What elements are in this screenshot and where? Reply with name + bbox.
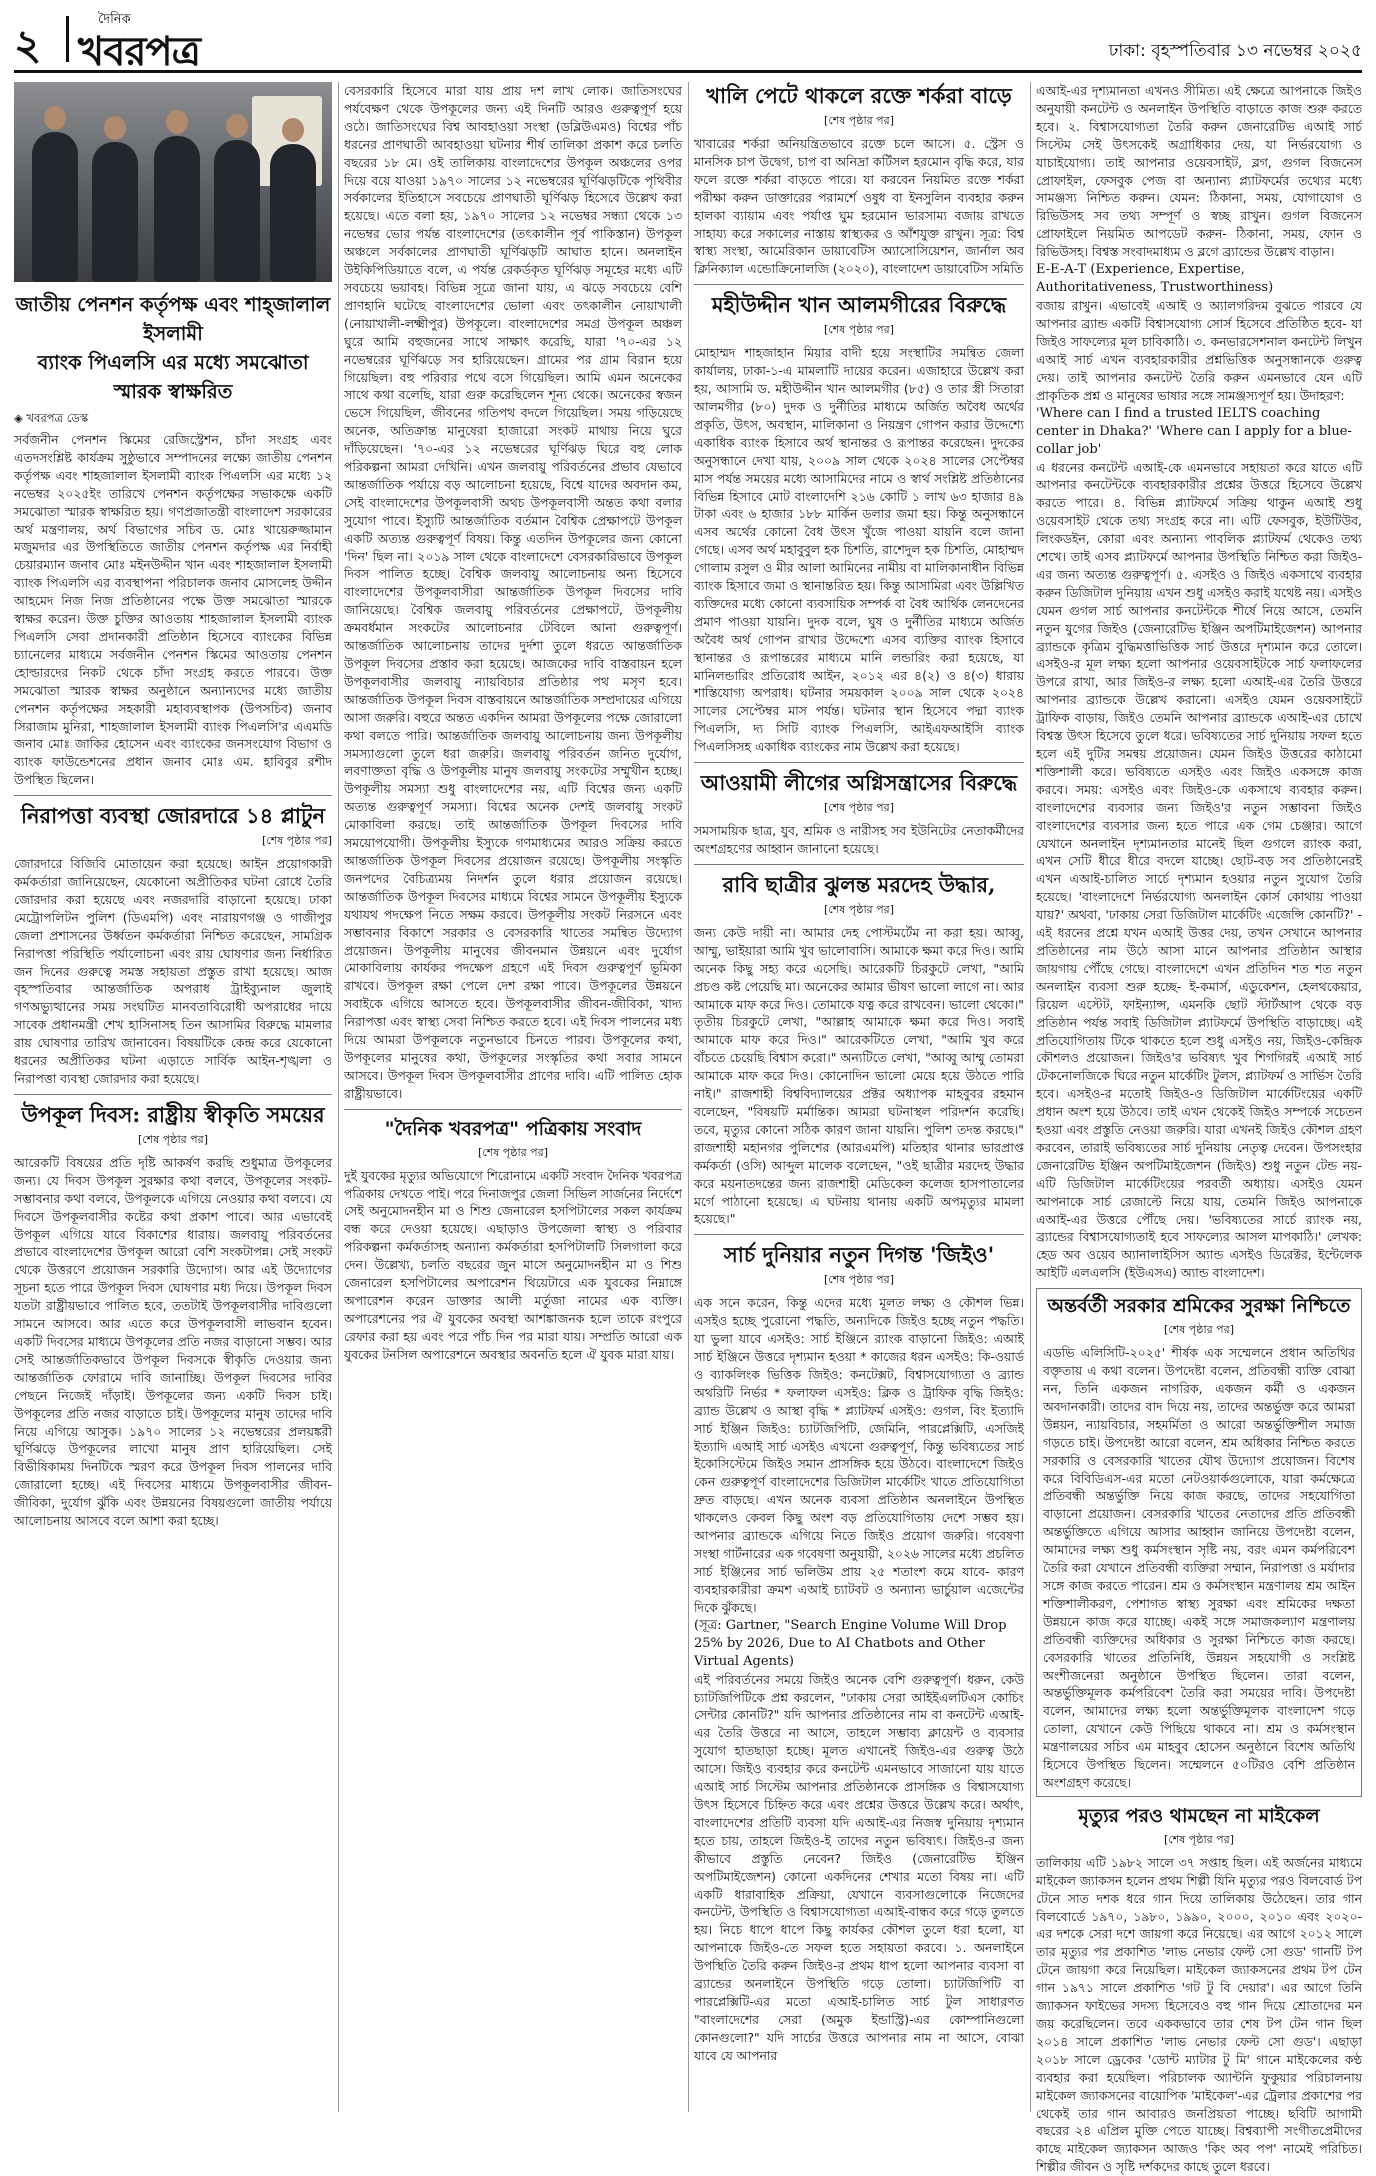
continued-label: [শেষ পৃষ্ঠার পর]	[823, 323, 894, 337]
continued-label: [শেষ পৃষ্ঠার পর]	[823, 1273, 894, 1287]
article-body: জোরদারে বিজিবি মোতায়েন করা হয়েছে। আইন প্রয়োগকারী কর্মকর্তারা জানিয়েছেন, যেকোনো অপ্রীতিকর ঘটনা রোধে তৈরি জোরদার করা হয়েছে এবং নজরদারি বাড়ানো হয়েছে। ঢাকা মেট্রোপলিটন পুলিশ (ডিএমপি) এবং নারায়ণগঞ্জ ও গাজীপুর জেলা প্রশাসনের উর্ধ্বতন কর্মকর্তারা নিশ্চিত করেছেন, সামগ্রিক নিরাপত্তা পরিস্থিতি পর্যালোচনা এবং রায় ঘোষণার জন্য নির্ধারিত জন দিনের গুরুত্বে সমস্ত সহায়তা প্রস্তুত রাখা হয়েছে। আজ বৃহস্পতিবার আন্তর্জাতিক অপরাধ ট্রাইব্যুনাল জুলাই গণঅভ্যুত্থানের সময় সংঘটিত মানবতাবিরোধী অপরাধের দায়ে সাবেক প্রধানমন্ত্রী শেখ হাসিনাসহ তিন আসামির বিরুদ্ধে মামলার রায় ঘোষণার তারিখ জানাবেন। বিষয়টিকে কেন্দ্র করে যেকোনো ধরনের অপ্রীতিকর ঘটনা এড়াতে সার্বিক আইন-শৃঙ্খলা ও নিরাপত্তা ব্যবস্থা জোরদার করা হয়েছে।	[14, 856, 332, 1086]
paper-subtitle: দৈনিক	[98, 12, 131, 27]
column-rule	[1030, 82, 1031, 2112]
article-body: খাবারের শর্করা অনিয়ন্ত্রিতভাবে রক্তে চলে আসে। ৫. স্ট্রেস ও মানসিক চাপ উদ্বেগ, চাপ বা অনিদ্রা কর্টিসল হরমোন বৃদ্ধি করে, যার ফলে রক্তে শর্করা বাড়তে পারে। যা করবেন নিয়মিত রক্তে শর্করা পরীক্ষা করুন ডাক্তারের পরামর্শে ওষুধ বা ইনসুলিন ব্যবহার করুন হালকা ব্যায়াম এবং পর্যাপ্ত ঘুম হরমোন ভারসাম্য বজায় রাখতে সাহায্য করে সকালের নাস্তায় স্বাস্থ্যকর ও আঁশযুক্ত রাখুন। সূত্র: বিশ্ব স্বাস্থ্য সংস্থা, আমেরিকান ডায়াবেটিস অ্যাসোসিয়েশন, জার্নাল অব ক্লিনিক্যাল এন্ডোক্রিনোলজি (২০২০), বাংলাদেশ ডায়াবেটিস সমিতি	[694, 136, 1024, 277]
continued-label: [শেষ পৃষ্ঠার পর]	[261, 834, 332, 848]
column-2	[344, 82, 682, 1364]
article-body: আরেকটি বিষয়ের প্রতি দৃষ্টি আকর্ষণ করছি শুধুমাত্র উপকূলের জন্য। যে দিবস উপকূল সুরক্ষার কথা বলবে, উপকূলের সংকট-সম্ভাবনার কথা বলবে, উপকূলকে এগিয়ে নেওয়ার কথা বলবে। যে দিবসে উপকূলবাসীর কষ্টের কথা প্রকাশ পাবে। আর এভাবেই উপকূল এগিয়ে যাবে বিকাশের ধারায়। জলবায়ু পরিবর্তনের প্রভাবে বাংলাদেশের উপকূল আরো বেশি সংকটাপন্ন। সেই সংকট থেকে উত্তরণে প্রয়োজন সরকারি উদ্যোগ। আর এই উদ্যোগের সূচনা হতে পারে উপকূল দিবস ঘোষণার মধ্য দিয়ে। উপকূল দিবস যতটা রাষ্ট্রীয়ভাবে পালিত হবে, ততটাই উপকূলবাসীর দাবিগুলো সামনে আসবে। আর এতে করে উপকূলবাসী লাভবান হবেন। একটি দিবসের মাধ্যমে উপকূলের প্রতি নজর বাড়ানো সম্ভব। আর সেই আন্তর্জাতিকভাবে উপকূল দিবসকে স্বীকৃতি দেওয়ার জন্য আন্তর্জাতিক ফোরামে দাবি জানাচ্ছি। উপকূল দিবসের দাবির পেছনে নিজেই দাঁড়াই। উপকূলের জন্য একটি দিবস চাই। উপকূলের প্রতি নজর বাড়াতে চাই। উপকূলের মানুষ তাদের দাবি নিয়ে এগিয়ে আসুক। ১৯৭০ সালের ১২ নভেম্বরের প্রলয়ঙ্করী ঘূর্ণিঝড়ে উপকূলের লাখো মানুষ প্রাণ হারিয়েছিল। সেই বিভীষিকাময় দিনটিকে স্মরণ করে উপকূল দিবস পালনের দাবি জোরালো হচ্ছে। এই দিবসের মাধ্যমে উপকূলবাসীর জীবন-জীবিকা, দুর্যোগ ঝুঁকি এবং উন্নয়নের বিষয়গুলো জাতীয় পর্যায়ে আলোচনায় আসবে বলে আশা করা হচ্ছে।	[14, 1154, 332, 1529]
article-body: মোহাম্মদ শাহজাহান মিয়ার বাদী হয়ে সংস্থাটির সমন্বিত জেলা কার্যালয়, ঢাকা-১-এ মামলাটি দায়ের করেন। এজাহারে উল্লেখ করা হয়, আসামি ড. মহীউদ্দীন খান আলমগীর (৮৫) ও তার স্ত্রী সিতারা আলমগীর (৮০) দুদক ও দুর্নীতির মাধ্যমে অর্জিত অবৈধ অর্থের প্রকৃতি, উৎস, অবস্থান, মালিকানা ও নিয়ন্ত্রণ গোপন করার উদ্দেশ্যে একাধিক ব্যাংক হিসাবে অর্থ স্থানান্তর ও রূপান্তর করেছেন। দুদকের অনুসন্ধানে দেখা যায়, ২০০৯ সাল থেকে ২০২৪ সালের সেপ্টেম্বর মাস পর্যন্ত সময়ের মধ্যে আসামিদের নামে ও স্বার্থ সংশ্লিষ্ট প্রতিষ্ঠানের বিভিন্ন হিসাবে মোট বাংলাদেশি ২১৬ কোটি ১ লাখ ৬৩ হাজার ৪৯ টাকা এবং ৬ হাজার ১৮৮ মার্কিন ডলার জমা হয়। কিন্তু অনুসন্ধানে এসব অর্থের কোনো বৈধ উৎস খুঁজে পাওয়া যায়নি বলে জানা গেছে। এসব অর্থ মহাবুবুল হক চিশতি, রাশেদুল হক চিশতি, মোহাম্মদ গোলাম রসুল ও মীর আলা আমিনের নামীয় বা মালিকানাধীন বিভিন্ন ব্যাংক হিসাবে জমা ও স্থানান্তরিত হয়। কিন্তু আসামিরা এবং উল্লিখিত ব্যক্তিদের মধ্যে কোনো ব্যবসায়িক সম্পর্ক বা বৈধ আর্থিক লেনদেনের প্রমাণ পাওয়া যায়নি। দুদক বলে, ঘুষ ও দুর্নীতির মাধ্যমে অর্জিত অবৈধ অর্থ গোপন রাখার উদ্দেশ্যে এসব ব্যক্তির ব্যাংক হিসাবে স্থানান্তর ও রূপান্তরের মাধ্যমে মানি লন্ডারিং করা হয়েছে, যা মানিলন্ডারিং প্রতিরোধ আইন, ২০১২ এর ৪(২) ও ৪(৩) ধারায় শাস্তিযোগ্য অপরাধ। ঘটনার সময়কাল ২০০৯ সাল থেকে ২০২৪ সালের সেপ্টেম্বর মাস পর্যন্ত। ঘটনার স্থান হিসেবে পদ্মা ব্যাংক পিএলসি, দ্য সিটি ব্যাংক পিএলসি, আইএফআইসি ব্যাংক পিএলসিসহ একাধিক ব্যাংকের নাম উল্লেখ করা হয়েছে।	[694, 345, 1024, 755]
continued-label: [শেষ পৃষ্ঠার পর]	[823, 114, 894, 127]
continued-label: [শেষ পৃষ্ঠার পর]	[823, 902, 894, 916]
byline: ◈ খবরপত্র ডেস্ক	[14, 411, 89, 425]
divider	[694, 762, 1024, 763]
headline-line: জাতীয় পেনশন কর্তৃপক্ষ এবং শাহ্জালাল ইসলামী	[15, 293, 331, 345]
divider	[694, 864, 1024, 865]
article-body: সমসাময়িক ছাত্র, যুব, শ্রমিক ও নারীসহ সব ইউনিটের নেতাকর্মীদের অংশগ্রহণের আহ্বান জানানো হয়েছে।	[694, 823, 1024, 856]
column-3	[694, 82, 1024, 2065]
article-body: এক সনে করেন, কিন্তু এদের মধ্যে মূলত লক্ষ্য ও কৌশল ভিন্ন। এসইও হচ্ছে পুরোনো পদ্ধতি, অন্যদিকে জিইও হচ্ছে নতুন পদ্ধতি। যা ভুলা যাবে এসইও: সার্চ ইঞ্জিনে র‍্যাংক বাড়ানো জিইও: এআই সার্চ ইঞ্জিনে উত্তরে দৃশ্যমান হওয়া * কাজের ধরন এসইও: কি-ওয়ার্ড ও ব্যাকলিংক ভিত্তিক জিইও: কনটেক্সট, বিশ্বাসযোগ্যতা ও ব্র্যান্ড অথরিটি নির্ভর * ফলাফল এসইও: ক্লিক ও ট্রাফিক বৃদ্ধি জিইও: ব্র্যান্ড উল্লেখ ও আস্থা বৃদ্ধি * প্ল্যাটফর্ম এসইও: গুগল, বিং ইত্যাদি সার্চ ইঞ্জিন জিইও: চ্যাটজিপিটি, জেমিনি, পারপ্লেক্সিটি, এসজিই ইত্যাদি এআই সার্চ এসইও এখনো গুরুত্বপূর্ণ, কিন্তু ভবিষ্যতের সার্চ ইকোসিস্টেমে জিইও সমান প্রাসঙ্গিক হয়ে উঠবে। বাংলাদেশে জিইও কেন গুরুত্বপূর্ণ বাংলাদেশের ডিজিটাল মার্কেটিং খাতে প্রতিযোগিতা দ্রুত বাড়ছে। এখন অনেক ব্যবসা প্রতিষ্ঠান অনলাইনে উপস্থিত থাকলেও কেবল কিছু অংশ বড় প্রতিযোগিতায় দেশে সম্ভব হয়। আপনার ব্র্যান্ডকে এগিয়ে নিতে জিইও প্রয়োগ জরুরি। গবেষণা সংস্থা গার্টনারের এক গবেষণা অনুযায়ী, ২০২৬ সালের মধ্যে প্রচলিত সার্চ ইঞ্জিনের সার্চ ভলিউম প্রায় ২৫ শতাংশ কমে যাবে- কারণ ব্যবহারকারীরা ক্রমশ এআই চ্যাটবট ও অন্যান্য ভার্চুয়াল এজেন্টের দিকে ঝুঁকছে।	[694, 1295, 1024, 1615]
gartner-quote: (সূত্র: Gartner, "Search Engine Volume Will Drop 25% by 2026, Due to AI Chatbots and Other Virtual Agents)	[694, 1617, 1007, 1669]
headline-labour-protection: অন্তর্বর্তী সরকার শ্রমিকের সুরক্ষা নিশ্চিতে	[1047, 1295, 1351, 1318]
article-body: এডভি এলিসিটি-২০২৫' শীর্ষক এক সম্মেলনে প্রধান অতিথির বক্তৃতায় এ কথা বলেন। উপদেষ্টা বলেন, প্রতিবন্ধী ব্যক্তি বোঝা নন, তিনি একজন নাগরিক, একজন কর্মী ও একজন অবদানকারী। তাদের বাদ দিয়ে নয়, তাদের অন্তর্ভুক্ত করে আমরা উন্নয়ন, ন্যায়বিচার, সহমর্মিতা ও আরো অন্তর্ভুক্তিশীল সমাজ গড়তে চাই। উপদেষ্টা আরো বলেন, শ্রম অধিকার নিশ্চিত করতে সরকারি ও বেসরকারি খাতের যৌথ উদ্যোগ প্রয়োজন। বিশেষ করে বিবিডিএস-এর মতো নেটওয়ার্কগুলোকে, যারা কর্মক্ষেত্রে প্রতিবন্ধী অন্তর্ভুক্তি নিয়ে কাজ করছে, তাদের সহযোগিতা বাড়ানো প্রয়োজন। বেসরকারি খাতের নেতাদের প্রতি প্রতিবন্ধী অন্তর্ভুক্তিতে এগিয়ে আসার আহ্বান জানিয়ে উপদেষ্টা বলেন, আমাদের লক্ষ্য শুধু কর্মসংস্থান সৃষ্টি নয়, বরং এমন কর্মপরিবেশ তৈরি করা যেখানে প্রতিবন্ধী ব্যক্তিরা সম্মান, নিরাপত্তা ও মর্যাদার সঙ্গে কাজ করতে পারেন। শ্রম ও কর্মসংস্থান মন্ত্রণালয় শ্রম আইন শক্তিশালীকরণ, পেশাগত স্বাস্থ্য সুরক্ষা এবং শ্রমিকের দক্ষতা উন্নয়নে কাজ করে যাচ্ছে। একই সঙ্গে সমাজকল্যাণ মন্ত্রণালয় প্রতিবন্ধী ব্যক্তিদের অধিকার ও সুরক্ষা নিশ্চিতে কাজ করছে। বেসরকারি খাতের প্রতিনিধি, উন্নয়ন সহযোগী ও সংশ্লিষ্ট অংশীজনেরা অনুষ্ঠানে উপস্থিত ছিলেন। তারা বলেন, অন্তর্ভুক্তিমূলক কর্মপরিবেশ তৈরি করা সময়ের দাবি। উপদেষ্টা বলেন, আমাদের লক্ষ্য হলো অন্তর্ভুক্তিমূলক বাংলাদেশ গড়ে তোলা, যেখানে কেউ পিছিয়ে থাকবে না। শ্রম ও কর্মসংস্থান মন্ত্রণালয়ের সচিব এম মাহবুব হোসেন অনুষ্ঠানে বিশেষ অতিথি হিসেবে উপস্থিত ছিলেন। সম্মেলনে ৫০টিরও বেশি প্রতিষ্ঠান অংশগ্রহণ করেছে।	[1043, 1345, 1355, 1790]
mou-signing-photo	[14, 82, 332, 282]
headline-security: নিরাপত্তা ব্যবস্থা জোরদারে ১৪ প্লাটুন	[21, 803, 325, 829]
masthead	[14, 6, 1362, 73]
eeat-text: E-E-A-T (Experience, Expertise, Authoritativeness, Trustworthiness)	[1036, 262, 1274, 296]
divider	[14, 795, 332, 796]
column-rule	[338, 82, 339, 2112]
article-body: দুই যুবকের মৃত্যুর অভিযোগে শিরোনামে একটি সংবাদ দৈনিক খবরপত্র পত্রিকায় দেখতে পাই। পরে দিনাজপুর জেলা সিভিল সার্জনের নির্দেশে সেই অনুমোদনহীন মা ও শিশু জেনারেল হসপিটালের সকল কার্যক্রম বন্ধ করে দেওয়া হয়েছে। এছাড়াও উপজেলা স্বাস্থ্য ও পরিবার পরিকল্পনা কর্মকর্তাসহ অন্যান্য কর্মকর্তারা হসপিটালটি সিলগালা করে দেন। উল্লেখ্য, চলতি বছরের জুন মাসে অনুমোদনহীন মা ও শিশু জেনারেল হসপিটালের অপারেশন থিয়েটারে এক যুবকের নিম্নাঙ্গে অপারেশন করেন ডাক্তার আলী মর্তুজা নামের এক ব্যক্তি। অপারেশনের পর ঐ যুবকের অবস্থা আশঙ্কাজনক হলে তাকে রংপুরে রেফার করা হয় এবং পরে পাঁচ দিন পর মারা যায়। সম্প্রতি আরো এক যুবকের টনসিল অপারেশনে অবস্থার অবনতি হলে ঐ যুবক মারা যায়।	[344, 1167, 682, 1362]
boxed-story-labour	[1036, 1288, 1362, 1797]
article-body: এআই-এর দৃশ্যমানতা এখনও সীমিত। এই ক্ষেত্রে আপনাকে জিইও অনুযায়ী কনটেন্ট ও অনলাইন উপস্থিতি বাড়াতে কাজ শুরু করতে হবে। ২. বিশ্বাসযোগ্যতা তৈরি করুন জেনারেটিভ এআই সার্চ সিস্টেম সেই উৎসকেই অগ্রাধিকার দেয়, যা নির্ভরযোগ্য ও যাচাইযোগ্য। তাই আপনার ওয়েবসাইট, ব্লগ, গুগল বিজনেস প্রোফাইল, ফেসবুক পেজ বা অন্যান্য প্ল্যাটফর্মের তথ্যের মধ্যে সামঞ্জস্য নিশ্চিত করুন। যেমন: ঠিকানা, সময়, যোগাযোগ ও রিভিউসহ সব তথ্য সম্পূর্ণ ও স্বচ্ছ রাখুন। গুগল বিজনেস প্রোফাইলে নিয়মিত আপডেট করুন- ঠিকানা, সময়, ফোন ও রিভিউসহ। বিশ্বস্ত সংবাদমাধ্যম ও ব্লগে ব্র্যান্ডের উল্লেখ বাড়ান।	[1036, 83, 1362, 260]
headline-pension-mou	[14, 290, 332, 406]
headline-khoborpotro-news: "দৈনিক খবরপত্র" পত্রিকায় সংবাদ	[384, 1117, 642, 1140]
divider	[694, 284, 1024, 285]
article-body: বেসরকারি হিসেবে মারা যায় প্রায় দশ লাখ লোক। জাতিসংঘের পর্যবেক্ষণ থেকে উপকূলের জন্য এই দিনটি আরও গুরুত্বপূর্ণ হয়ে ওঠে। জাতিসংঘের বিশ্ব আবহাওয়া সংস্থা (ডব্লিউএমও) বিশ্বের পাঁচ ধরনের প্রাণঘাতী আবহাওয়া ঘটনার শীর্ষ তালিকা প্রকাশ করে চলতি বছরের ১৮ মে। ওই তালিকায় বাংলাদেশের উপকূল অঞ্চলের ওপর দিয়ে বয়ে যাওয়া ১৯৭০ সালের ১২ নভেম্বরের ঘূর্ণিঝড়টিকে পৃথিবীর সর্বকালের ইতিহাসে সবচেয়ে প্রাণঘাতী ঘূর্ণিঝড় হিসেবে উল্লেখ করা হয়েছে। এতে বলা হয়, ১৯৭০ সালের ১২ নভেম্বর সন্ধ্যা থেকে ১৩ নভেম্বর ভোর পর্যন্ত বাংলাদেশের (তৎকালীন পূর্ব পাকিস্তান) উপকূল অঞ্চলে সর্বকালের প্রাণঘাতী ঘূর্ণিঝড়টি আঘাত হানে। অনলাইন উইকিপিডিয়াতে বলে, এ পর্যন্ত রেকর্ডকৃত ঘূর্ণিঝড় সমূহের মধ্যে এটি সবচেয়ে ভয়াবহ। বিভিন্ন সূত্রে জানা যায়, এ ঝড়ে সবচেয়ে বেশি প্রাণহানি ঘটেছে বাংলাদেশের ভোলা এবং তৎকালীন নোয়াখালী (নোয়াখালী-লক্ষ্মীপুর) উপকূলে। বাংলাদেশের সমগ্র উপকূল অঞ্চল ঘুরে আমি বহুজনের সাথে সাক্ষাৎ করেছি, যারা '৭০-এর ১২ নভেম্বরের ঘূর্ণিঝড়ে সব হারিয়েছেন। গ্রামের পর গ্রাম বিরান হয়ে গিয়েছিল। বহু পরিবার পথে বসে গিয়েছিল। আমি এমন অনেকের সাথে কথা বলেছি, যারা গুরু করেছিলেন শূন্য থেকে। অনেকের স্বজন ভেসে গিয়েছিল, জীবনের গতিপথ বদলে গিয়েছিল। সময় গড়িয়েছে অনেক, অতিক্রান্ত মানুষেরা হাজারো সংকট মাথায় নিয়ে ঘুরে দাঁড়িয়েছেন। '৭০-এর ১২ নভেম্বরের ঘূর্ণিঝড় ঘিরে বহু লোক পরিকল্পনা আমরা দেখিনি। এখন জলবায়ু পরিবর্তনের প্রভাব যেভাবে আন্তর্জাতিক পর্যায়ে বড় আলোচনা হয়েছে, বিশ্বে যাদের অবদান কম, সেই বাংলাদেশের উপকূলবাসী অথচ উপকূলবাসী অন্তত কথা বলার সুযোগ পাবে। ইস্যুটি আন্তর্জাতিক বর্তমান বৈশ্বিক প্রেক্ষাপটে উপকূল একটি অত্যন্ত গুরুত্বপূর্ণ বিষয়। কিন্তু এতদিন উপকূলের জন্য কোনো 'দিন' ছিল না। ২০১৯ সাল থেকে বাংলাদেশে বেসরকারিভাবে উপকূল দিবস পালিত হচ্ছে। বৈশ্বিক জলবায়ু আলোচনায় অন্য হিসেবে বাংলাদেশের উপকূলবাসীরা আন্তর্জাতিক উপকূল দিবসের দাবি জানিয়েছে। বৈশ্বিক জলবায়ু পরিবর্তনের প্রেক্ষাপটে, উপকূলীয় ক্রমবর্ধমান সংকটের আলোচনার টেবিলে আনা গুরুত্বপূর্ণ। আন্তর্জাতিক আলোচনায় তাদের দুর্দশা তুলে ধরতে আন্তর্জাতিক উপকূল দিবসের প্রস্তাব করা হয়েছে। আজকের দাবি বাস্তবায়ন হলে উপকূলবাসীর জলবায়ু ন্যায়বিচার প্রতিষ্ঠার পথ মসৃণ হবে। আন্তর্জাতিক উপকূল দিবস বাস্তবায়নে আন্তর্জাতিক সম্প্রদায়ের এগিয়ে আসা জরুরি। বহুরে অন্তত একদিন আমরা উপকূলের পক্ষে জোরালো কথা বলতে পারি। আন্তর্জাতিক জলবায়ু আলোচনায় জন্য উপকূলীয় সমস্যাগুলো তুলে ধরা জরুরি। জলবায়ু পরিবর্তন জনিত দুর্যোগ, লবণাক্ততা বৃদ্ধি ও উপকূলীয় মানুষ জলবায়ু সংকটের সম্মুখীন হচ্ছে। উপকূলীয় সমস্যা শুধু বাংলাদেশের নয়, এটি বিশ্বের জন্য একটি অত্যন্ত গুরুত্বপূর্ণ সমস্যা। বিশ্বের অনেক দেশই জলবায়ু সংকট মোকাবিলা করছে। তাই আন্তর্জাতিক উপকূল দিবসের দাবি সময়োপযোগী। উপকূলীয় ইস্যুকে গণমাধ্যমের আরও সক্রিয় করতে আন্তর্জাতিক উপকূল দিবসের প্রয়োজন রয়েছে। উপকূলীয় সংস্কৃতি জনপদের বৈচিত্র্যময় নিদর্শন তুলে ধরার প্রয়োজন রয়েছে। আন্তর্জাতিক উপকূল দিবসের মাধ্যমে বিশ্বের সামনে উপকূলীয় ইস্যুকে যথাযথ পদক্ষেপ নিতে সক্ষম করবে। উপকূলীয় সংকট নিরসনে এবং সম্ভাবনার বিকাশে সরকার ও বেসরকারি খাতের সমন্বিত উদ্যোগ প্রয়োজন। উপকূলীয় মানুষের জীবনমান উন্নয়নে এবং দুর্যোগ মোকাবিলায় কার্যকর পদক্ষেপ গ্রহণে এই দিবস গুরুত্বপূর্ণ ভূমিকা রাখবে। উপকূল রক্ষা পেলে দেশ রক্ষা পাবে। উপকূলের উন্নয়নে সবাইকে এগিয়ে আসতে হবে। উপকূলবাসীর জীবন-জীবিকা, খাদ্য নিরাপত্তা এবং স্বাস্থ্য সেবা নিশ্চিত করতে হবে। এই দিবস পালনের মধ্য দিয়ে আমরা উপকূলকে নতুনভাবে চিনতে পারব। উপকূলের কথা, উপকূলের মানুষের কথা, উপকূলের সংস্কৃতির কথা সবার সামনে আসবে। উপকূল দিবস উপকূলবাসীর প্রাণের দাবি। এটি পালিত হোক রাষ্ট্রীয়ভাবে।	[344, 83, 682, 1101]
continued-label: [শেষ পৃষ্ঠার পর]	[823, 801, 894, 815]
headline-coastal-day: উপকূল দিবস: রাষ্ট্রীয় স্বীকৃতি সময়ের	[21, 1101, 325, 1127]
headline-rabi-student: রাবি ছাত্রীর ঝুলন্ত মরদেহ উদ্ধার,	[722, 871, 996, 897]
headline-geo-search: সার্চ দুনিয়ার নতুন দিগন্ত 'জিইও'	[723, 1242, 995, 1268]
continued-label: [শেষ পৃষ্ঠার পর]	[1163, 1323, 1234, 1337]
article-body: তালিকায় এটি ১৯৮২ সালে ৩৭ সপ্তাহ ছিল। এই অর্জনের মাধ্যমে মাইকেল জ্যাকসন হলেন প্রথম শিল্পী যিনি মৃত্যুর পরও বিলবোর্ড টপ টেনে সাত দশক ধরে গান দিয়ে তালিকায় উঠেছেন। তার গান বিলবোর্ডে ১৯৭০, ১৯৮০, ১৯৯০, ২০০০, ২০১০ এবং ২০২০-এর দশকে সেরা দশে জায়গা করে নিয়েছে। এর আগে ২০১২ সালে তার মৃত্যুর পর প্রকাশিত 'লাভ নেভার ফেল্ট সো গুড' গানটি টপ টেনে জায়গা করে নিয়েছিল। মাইকেল জ্যাকসনের প্রথম টপ টেন গান ১৯৭১ সালে প্রকাশিত 'গট টু বি দেয়ার'। এর আগে তিনি জ্যাকসন ফাইভের সদস্য হিসেবেও বহু গান দিয়ে শ্রোতাদের মন জয় করেছিলেন। তবে এককভাবে তার শেষ টপ টেন গান ছিল ২০১৪ সালে প্রকাশিত 'লাভ নেভার ফেল্ট সো গুড'। এছাড়া ২০১৮ সালে ড্রেকের 'ডোন্ট ম্যাটার টু মি' গানে মাইকেলের কণ্ঠ ব্যবহার করা হয়েছিল। পরিচালক অ্যান্টনি ফুকুয়ার পরিচালনায় মাইকেল জ্যাকসনের বায়োপিক 'মাইকেল'-এর ট্রেলার প্রকাশের পর থেকেই তার গান আবারও জনপ্রিয়তা পাচ্ছে। ছবিটি আগামী বছরের ২৪ এপ্রিল মুক্তি পেতে যাচ্ছে। বিশ্বব্যাপী সংগীতপ্রেমীদের কাছে মাইকেল জ্যাকসন আজও 'কিং অব পপ' নামেই পরিচিত। শিল্পীর জীবন ও সৃষ্টি দর্শকদের কাছে তুলে ধরবে।	[1036, 1854, 1362, 2175]
article-body: সর্বজনীন পেনশন স্কিমের রেজিস্ট্রেশন, চাঁদা সংগ্রহ এবং এতদসংশ্লিষ্ট কার্যক্রম সুষ্ঠুভাবে সম্পাদনের লক্ষ্যে জাতীয় পেনশন কর্তৃপক্ষ এবং শাহজালাল ইসলামী ব্যাংক পিএলসি এর মধ্যে ১২ নভেম্বর ২০২৫ইং তারিখে পেনশন কর্তৃপক্ষের সভাকক্ষে একটি সমঝোতা স্মারক স্বাক্ষরিত হয়। গণপ্রজাতন্ত্রী বাংলাদেশ সরকারের অর্থ মন্ত্রণালয়, অর্থ বিভাগের সচিব ড. মোঃ খায়েরুজ্জামান মজুমদার এর উপস্থিতিতে জাতীয় পেনশন কর্তৃপক্ষ এর নির্বাহী চেয়ারম্যান জনাব মোঃ মইনউদ্দীন খান এবং শাহজালাল ইসলামী ব্যাংক পিএলসি এর ব্যবস্থাপনা পরিচালক জনাব মোসলেহ উদ্দীন আহমেদ নিজ নিজ প্রতিষ্ঠানের পক্ষে উক্ত সমঝোতা স্মারকে স্বাক্ষর করেন। উক্ত চুক্তির আওতায় শাহজালাল ইসলামী ব্যাংক পিএলসি সেবা প্রদানকারী প্রতিষ্ঠান হিসেবে ব্যাংকের বিভিন্ন চ্যানেলের মাধ্যমে সর্বজনীন পেনশন স্কিমের আওতায় পেনশন হোল্ডারদের নিকট থেকে চাঁদা সংগ্রহ করতে পারবে। উক্ত সমঝোতা স্মারক স্বাক্ষর অনুষ্ঠানে অন্যান্যদের মধ্যে জাতীয় পেনশন কর্তৃপক্ষের সহকারী মহাব্যবস্থাপক (উপসচিব) জনাব সিরাজাম মুনিরা, শাহজালাল ইসলামী ব্যাংক পিএলসি'র এএমডি জনাব মোঃ জাকির হোসেন এবং ব্যাংকের জনসংযোগ বিভাগ ও ব্যাংক ফাউন্ডেশনের প্রধান জনাব মোঃ এম. হাবিবুর রশীদ উপস্থিত ছিলেন।	[14, 432, 332, 788]
continued-label: [শেষ পৃষ্ঠার পর]	[1163, 1832, 1234, 1846]
divider	[694, 1234, 1024, 1235]
headline-awami-league: আওয়ামী লীগের অগ্নিসন্ত্রাসের বিরুদ্ধে	[700, 770, 1018, 796]
paper-name: খবরপত্র	[78, 28, 201, 75]
masthead-divider	[66, 16, 69, 62]
article-body: এই পরিবর্তনের সময়ে জিইও অনেক বেশি গুরুত্বপূর্ণ। ধরুন, কেউ চ্যাটজিপিটিকে প্রশ্ন করলেন, "ঢাকায় সেরা আইইএলটিএস কোচিং সেন্টার কোনটি?" যদি আপনার প্রতিষ্ঠানের নাম বা কনটেন্ট এআই-এর তৈরি উত্তরে না আসে, তাহলে সম্ভাব্য ক্লায়েন্ট ও ব্যবসার সুযোগ হাতছাড়া হচ্ছে। মূলত এখানেই জিইও-এর গুরুত্ব উঠে আসে। জিইও ব্যবহার করে কনটেন্ট এমনভাবে সাজানো যায় যাতে এআই সার্চ সিস্টেম আপনার প্রতিষ্ঠানকে প্রাসঙ্গিক ও বিশ্বাসযোগ্য উৎস হিসেবে চিহ্নিত করে এবং প্রশ্নের উত্তরে উল্লেখ করে। অর্থাৎ, বাংলাদেশের প্রতিটি ব্যবসা যদি এআই-এর নিজস্ব দুনিয়ায় দৃশ্যমান হতে চায়, তাহলে জিইও-ই তাদের নতুন ভবিষ্যৎ। জিইও-র জন্য কীভাবে প্রস্তুতি নেবেন? জিইও (জেনারেটিভ ইঞ্জিন অপটিমাইজেশন) কোনো একদিনের শেখার মতো বিষয় না। এটি একটি ধারাবাহিক প্রক্রিয়া, যেখানে ব্যবসাগুলোকে নিজেদের কনটেন্ট, উপস্থিতি ও বিশ্বাসযোগ্যতা এআই-বান্ধব করে গড়ে তুলতে হয়। নিচে ধাপে ধাপে কিছু কার্যকর কৌশল তুলে ধরা হলো, যা আপনাকে জিইও-তে সফল হতে সহায়তা করবে। ১. অনলাইনে উপস্থিতি তৈরি করুন জিইও-র প্রথম ধাপ হলো আপনার ব্যবসা বা ব্র্যান্ডের অনলাইনে উপস্থিতি গড়ে তোলা। চ্যাটজিপিটি বা পারপ্লেক্সিটি-এর মতো এআই-চালিত সার্চ টুল সাধারণত "বাংলাদেশের সেরা (অমুক ইন্ডাস্ট্রি)-এর কোম্পানিগুলো কোনগুলো?" যদি সার্চের উত্তরে আপনার নাম না আসে, বোঝা যাবে যে আপনার	[694, 1671, 1024, 2063]
article-body: বজায় রাখুন। এভাবেই এআই ও অ্যালগরিদম বুঝতে পারবে যে আপনার ব্র্যান্ড একটি বিশ্বাসযোগ্য সোর্স হিসেবে প্রতিষ্ঠিত হবে- যা জিইও সাফল্যের মূল চাবিকাঠি। ৩. কনভারসেশনাল কনটেন্ট লিখুন এআই সার্চ এখন ব্যবহারকারীর প্রশ্নভিত্তিক অনুসন্ধানকে গুরুত্ব দেয়। তাই আপনার কনটেন্ট তৈরি করুন এমনভাবে যেন এটি প্রাকৃতিক প্রশ্ন ও মানুষের ভাষার সঙ্গে সামঞ্জস্যপূর্ণ হয়। উদাহরণ:	[1036, 298, 1362, 403]
column-rule	[688, 82, 689, 2112]
continued-label: [শেষ পৃষ্ঠার পর]	[137, 1132, 208, 1146]
article-body: জন্য কেউ দায়ী না। আমার দেহ পোস্টমর্টেম না করা হয়। আব্বু, আম্মু, ভাইয়ারা আমি খুব ভালোবাসি। আমাকে ক্ষমা করে দিও। আমি অনেক কিছু সহ্য করে এসেছি। আরেকটি চিরকুটে লেখা, "আমি প্রচণ্ড কষ্ট পেয়েছি মা। অনেকের আমার ভীষণ ভালো লাগে না। আর আমাকে মাফ করে দিও। তোমাকে যত্ন করে রাখবেন। ভালো থেকো।" তৃতীয় চিরকুটে লেখা, "আল্লাহ আমাকে ক্ষমা করে দিও। সবাই আমাকে মাফ করে দিও।" আরেকটিতে লেখা, "আমি খুব করে বাঁচতে চেয়েছি বিশ্বাস করো।" অন্যটিতে লেখা, "আব্বু আম্মু তোমরা আমাকে মাফ করে দিও। কোনোদিন ভালো মেয়ে হয়ে উঠতে পারি নাই।" রাজশাহী বিশ্ববিদ্যালয়ের প্রক্টর অধ্যাপক মাহবুবর রহমান বলেছেন, "বিষয়টি মর্মান্তিক। আমরা ঘটনাস্থল পরিদর্শন করেছি। তবে, মৃত্যুর কোনো সঠিক কারণ জানা যায়নি। পুলিশ তদন্ত করছে।" রাজশাহী মহানগর পুলিশের (আরএমপি) মতিহার থানার ভারপ্রাপ্ত কর্মকর্তা (ওসি) আব্দুল মালেক বলেছেন, "ওই ছাত্রীর মরদেহ উদ্ধার করে ময়নাতদন্তের জন্য রাজশাহী মেডিকেল কলেজ হাসপাতালের মর্গে পাঠানো হয়েছে। এ ঘটনায় থানায় একটি অপমৃত্যুর মামলা হয়েছে।"	[694, 924, 1024, 1227]
example-query-quote: 'Where can I find a trusted IELTS coaching center in Dhaka?' 'Where can I apply for a blue-collar job'	[1036, 405, 1352, 457]
headline-michael: মৃত্যুর পরও থামছেন না মাইকেল	[1078, 1804, 1320, 1827]
page-number: ২	[14, 20, 42, 69]
article-body: এ ধরনের কনটেন্ট এআই-কে এমনভাবে সহায়তা করে যাতে এটি আপনার কনটেন্টকে ব্যবহারকারীর প্রশ্নের উত্তরে হিসেবে উল্লেখ করতে পারে। ৪. বিভিন্ন প্ল্যাটফর্মে সক্রিয় থাকুন এআই শুধু ওয়েবসাইট থেকে তথ্য সংগ্রহ করে না। এটি ফেসবুক, ইউটিউব, লিংকডইন, কোরা এবং অন্যান্য পাবলিক প্ল্যাটফর্ম থেকেও তথ্য শেখে। তাই এসব প্ল্যাটফর্মে আপনার উপস্থিতি নিশ্চিত করা জিইও-এর জন্য অত্যন্ত গুরুত্বপূর্ণ। ৫. এসইও ও জিইও একসাথে ব্যবহার করুন ডিজিটাল দুনিয়ায় এখন শুধু এসইও করাই যথেষ্ট নয়। এসইও যেমন গুগল সার্চ আপনার কনটেন্টকে শীর্ষে নিয়ে আসে, তেমনি নতুন যুগের জিইও (জেনারেটিভ ইঞ্জিন অপটিমাইজেশন) আপনার ব্র্যান্ডকে কৃত্রিম বুদ্ধিমত্তাভিত্তিক সার্চ উত্তরে দৃশ্যমান করে তোলে। এসইও-র মূল লক্ষ্য হলো আপনার ওয়েবসাইটকে সার্চ ফলাফলের উপরে রাখা, আর জিইও-র লক্ষ্য হলো এআই-এর তৈরি উত্তরে আপনার ব্র্যান্ডকে উল্লেখ করানো। এসইও যেমন ওয়েবসাইটে ট্রাফিক বাড়ায়, জিইও তেমনি আপনার ব্র্যান্ডকে এআই-এর চোখে বিশ্বস্ত উৎস হিসেবে তুলে ধরে। ভবিষ্যতের সার্চ দুনিয়ায় সফল হতে হলে এই দুটির সমন্বয় প্রয়োজন। যেমন জিইও উত্তরের কাঠামো শক্তিশালী করে। ভবিষ্যতে এসইও এবং জিইও একসঙ্গে কাজ করবে। সময়: এসইও এবং জিইও-কে একসাথে ব্যবহার করুন। বাংলাদেশের ব্যবসার জন্য জিইও'র নতুন সম্ভাবনা জিইও বাংলাদেশের ব্যবসার জন্য হতে পারে এক গেম চেঞ্জার। আগে যেখানে অনলাইন দৃশ্যমানতার মানেই ছিল গুগলে র‍্যাংক করা, এখন সেটি ধীরে ধীরে বদলে যাচ্ছে। ছোট-বড় সব প্রতিষ্ঠানেরই এখন এআই-চালিত সার্চে দৃশ্যমান হওয়ার নতুন সুযোগ তৈরি হয়েছে। 'বাংলাদেশে নির্ভরযোগ্য অনলাইন কোর্স কোথায় পাওয়া যায়?' অথবা, 'ঢাকায় সেরা ডিজিটাল মার্কেটিং এজেন্সি কোনটি?' - এই ধরনের প্রশ্নে যখন এআই উত্তর দেয়, তখন সেখানে আপনার প্রতিষ্ঠানের নাম উঠে আসা মানে আপনার প্রতিষ্ঠান আস্থার জায়গায় পৌঁছে গেছে। বাংলাদেশে এখন প্রতিদিন শত শত নতুন অনলাইন ব্যবসা শুরু হচ্ছে- ই-কমার্স, এডুকেশন, হেলথকেয়ার, রিয়েল এস্টেট, ফাইন্যান্স, এমনকি ছোট স্টার্টআপ থেকে বড় প্রতিষ্ঠান পর্যন্ত সবাই ডিজিটাল প্ল্যাটফর্মে উপস্থিতি বাড়াচ্ছে। এই প্রতিযোগিতায় টিকে থাকতে হলে শুধু এসইও নয়, জিইও-কেন্দ্রিক কৌশলও প্রয়োজন। জিইও'র ভবিষ্যৎ খুব শিগগিরই এআই সার্চ টেকনোলজিকে ঘিরে নতুন মার্কেটিং টুলস, প্ল্যাটফর্ম ও সার্ভিস তৈরি হবে। এসইও-র মতোই জিইও-ও ডিজিটাল মার্কেটিংয়ের একটি প্রধান অংশ হয়ে উঠবে। তাই এখন থেকেই জিইও সম্পর্কে সচেতন হওয়া এবং প্রস্তুতি নেওয়া জরুরি। যারা এখনই জিইও কৌশল গ্রহণ করবেন, তারাই ভবিষ্যতের সার্চ দুনিয়ায় নেতৃত্ব দেবেন। উপসংহার জেনারেটিভ ইঞ্জিন অপটিমাইজেশন (জিইও) শুধু নতুন টেন্ড নয়- এটি ডিজিটাল মার্কেটিংয়ের পরবর্তী অধ্যায়। এসইও যেমন আপনাকে সার্চ রেজাল্টে নিয়ে যায়, তেমনি জিইও আপনাকে এআই-এর উত্তরে পৌঁছে দেয়। 'ভবিষ্যতের সার্চে র‍্যাংক নয়, ব্র্যান্ডের বিশ্বাসযোগ্যতাই হবে সাফল্যের আসল মাপকাঠি।' লেখক: হেড অব ওয়েব অ্যানালাইসিস অ্যান্ড এসইও ডিরেক্টর, ইন্টেলেক আইটি এলএলসি (ইউএসএ) অ্যান্ড বাংলাদেশ।	[1036, 459, 1362, 1281]
headline-line: ব্যাংক পিএলসি এর মধ্যে সমঝোতা স্মারক স্বাক্ষরিত	[37, 351, 309, 403]
divider	[14, 1094, 332, 1095]
divider	[344, 1109, 682, 1110]
column-4	[1036, 82, 1362, 2176]
headline-alamgir-case: মহীউদ্দীন খান আলমগীরের বিরুদ্ধে	[711, 292, 1007, 318]
dateline: ঢাকা: বৃহস্পতিবার ১৩ নভেম্বর ২০২৫	[1108, 41, 1362, 61]
headline-blood-sugar: খালি পেটে থাকলে রক্তে শর্করা বাড়ে	[706, 83, 1012, 108]
continued-label: [শেষ পৃষ্ঠার পর]	[477, 1145, 548, 1159]
column-1	[14, 82, 332, 1530]
